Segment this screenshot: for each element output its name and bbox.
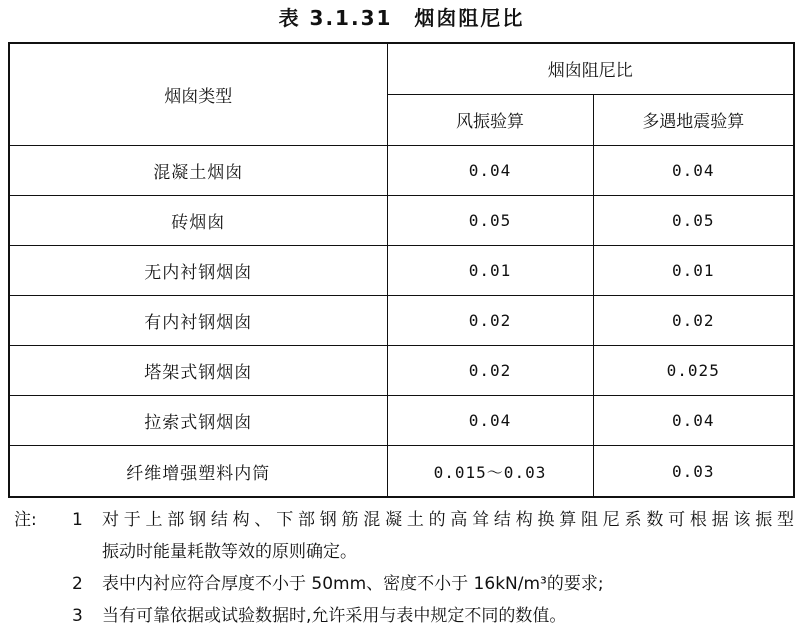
notes-label: 注:: [14, 510, 37, 530]
table-title: [0, 2, 803, 31]
table-row: [9, 295, 794, 345]
chimney-type-cell: 砖烟囱: [9, 195, 387, 245]
wind-value-cell: 0.015～0.03: [387, 446, 593, 497]
wind-value-cell: 0.02: [387, 295, 593, 345]
wind-value-cell: 0.04: [387, 396, 593, 446]
header-wind-check: 风振验算: [387, 94, 593, 145]
header-damping-ratio: 烟囱阻尼比: [387, 43, 794, 94]
note-text: 表中内衬应符合厚度不小于 50mm、密度不小于 16kN/m³的要求;: [102, 574, 604, 594]
quake-value-cell: 0.04: [593, 396, 794, 446]
damping-ratio-table: [8, 42, 795, 498]
chimney-type-cell: 拉索式钢烟囱: [9, 396, 387, 446]
quake-value-cell: 0.025: [593, 346, 794, 396]
quake-value-cell: 0.05: [593, 195, 794, 245]
quake-value-cell: 0.03: [593, 446, 794, 497]
table-row: [9, 195, 794, 245]
table-notes: [14, 504, 794, 632]
table-row: [9, 145, 794, 195]
quake-value-cell: 0.02: [593, 295, 794, 345]
note-number: 3: [72, 606, 83, 626]
table-row: [9, 446, 794, 497]
chimney-type-cell: 无内衬钢烟囱: [9, 245, 387, 295]
note-number: 1: [72, 510, 83, 530]
note-text: 对于上部钢结构、下部钢筋混凝土的高耸结构换算阻尼系数可根据该振型: [102, 510, 794, 530]
chimney-type-cell: 纤维增强塑料内筒: [9, 446, 387, 497]
header-seismic-check: 多遇地震验算: [593, 94, 794, 145]
table-number: 表 3.1.31: [278, 6, 393, 30]
note-number: 2: [72, 574, 83, 594]
chimney-type-cell: 塔架式钢烟囱: [9, 346, 387, 396]
wind-value-cell: 0.04: [387, 145, 593, 195]
chimney-type-cell: 有内衬钢烟囱: [9, 295, 387, 345]
note-continuation: [14, 536, 794, 568]
table-row: [9, 346, 794, 396]
header-row-1: [9, 43, 794, 94]
chimney-type-cell: 混凝土烟囱: [9, 145, 387, 195]
table-caption: 烟囱阻尼比: [414, 6, 525, 30]
note-item: [14, 600, 794, 632]
wind-value-cell: 0.02: [387, 346, 593, 396]
quake-value-cell: 0.04: [593, 145, 794, 195]
note-text: 当有可靠依据或试验数据时,允许采用与表中规定不同的数值。: [102, 606, 567, 626]
header-chimney-type: 烟囱类型: [9, 43, 387, 145]
table-row: [9, 245, 794, 295]
wind-value-cell: 0.01: [387, 245, 593, 295]
note-item: [14, 504, 794, 536]
wind-value-cell: 0.05: [387, 195, 593, 245]
table-row: [9, 396, 794, 446]
quake-value-cell: 0.01: [593, 245, 794, 295]
note-item: [14, 568, 794, 600]
note-text: 振动时能量耗散等效的原则确定。: [102, 542, 357, 562]
